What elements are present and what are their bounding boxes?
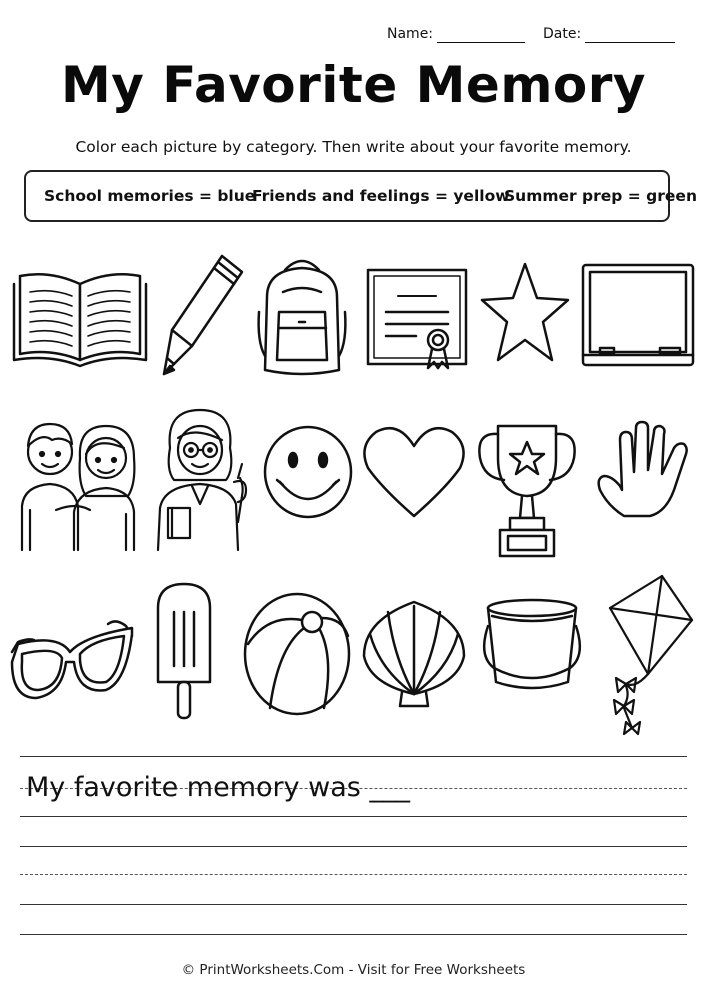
heart-icon[interactable] (362, 424, 466, 520)
writing-guide-line (20, 874, 687, 875)
popsicle-icon[interactable] (154, 582, 214, 720)
footer-credit: © PrintWorksheets.Com - Visit for Free Worksheets (181, 962, 526, 978)
color-legend (24, 170, 697, 222)
date-label: Date: (543, 26, 582, 42)
seashell-icon[interactable] (360, 598, 468, 710)
smiley-face-icon[interactable] (262, 424, 354, 520)
writing-line (20, 816, 687, 817)
writing-area[interactable] (20, 750, 687, 940)
header-fields (387, 24, 687, 48)
bucket-icon[interactable] (482, 596, 582, 694)
friends-icon[interactable] (16, 414, 138, 554)
writing-line (20, 904, 687, 905)
legend-summer: Summer prep = green (504, 187, 697, 205)
writing-prompt: My favorite memory was ___ (26, 772, 410, 803)
writing-line (20, 934, 687, 935)
date-field[interactable] (585, 42, 675, 43)
hand-icon[interactable] (594, 420, 698, 520)
star-icon[interactable] (480, 260, 570, 370)
certificate-icon[interactable] (366, 266, 468, 372)
kite-icon[interactable] (600, 572, 696, 740)
name-field[interactable] (437, 42, 525, 43)
instructions-text: Color each picture by category. Then write about your favorite memory. (75, 138, 632, 156)
chalkboard-icon[interactable] (580, 262, 696, 368)
teacher-icon[interactable] (150, 404, 250, 554)
writing-line (20, 756, 687, 757)
page-title: My Favorite Memory (60, 56, 647, 114)
writing-line (20, 846, 687, 847)
name-label: Name: (387, 26, 434, 42)
pencil-icon[interactable] (160, 250, 250, 380)
legend-school: School memories = blue (44, 187, 256, 205)
open-book-icon[interactable] (10, 262, 150, 372)
legend-friends: Friends and feelings = yellow (252, 187, 510, 205)
sunglasses-icon[interactable] (8, 612, 136, 704)
trophy-icon[interactable] (474, 418, 580, 560)
backpack-icon[interactable] (255, 252, 350, 382)
beach-ball-icon[interactable] (242, 588, 352, 718)
